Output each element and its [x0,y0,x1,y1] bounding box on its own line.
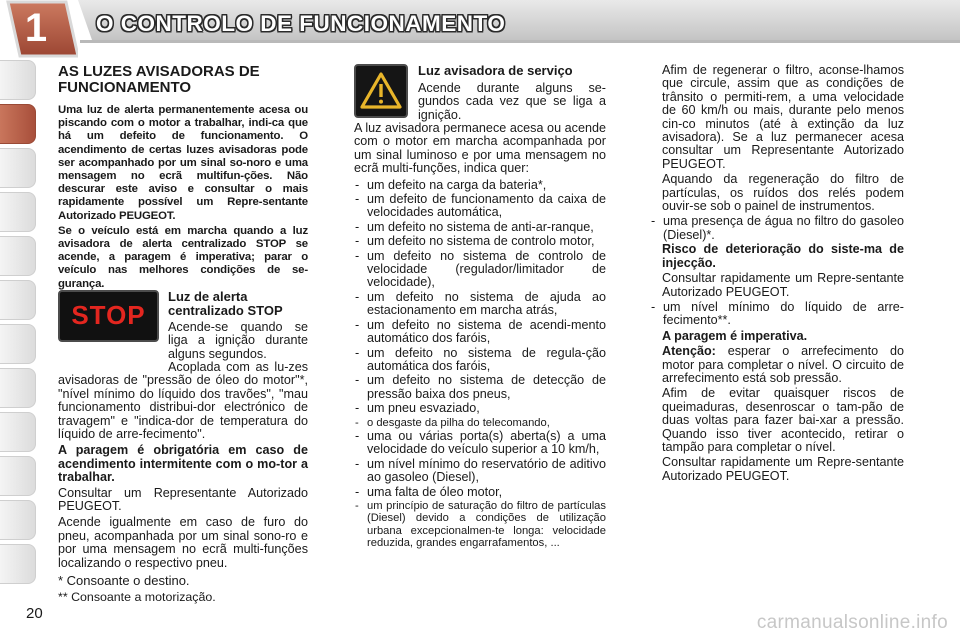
list-item: - um defeito no sistema de controlo motor, [354,235,606,248]
consult-dealer: Consultar rapidamente um Repre-sentante Autorizado PEUGEOT. [662,455,904,483]
stop-coupled-text: Acoplada com as lu-zes avisadoras de "pressão de óleo do motor"*, "nível mínimo do líquido dos travões", "mau funcionamento distribui-dor electrónico de travagem" e "indica-dor de temperatura do líquido de arre-fecimento". [58,360,308,442]
chapter-tabs [0,60,40,588]
list-item: - um defeito no sistema de acendi-mento automático dos faróis, [354,319,606,346]
header-rule [80,40,960,43]
consult-dealer: Consultar rapidamente um Repre-sentante Autorizado PEUGEOT. [662,271,904,299]
list-item: - uma falta de óleo motor, [354,486,606,499]
page-title: O CONTROLO DE FUNCIONAMENTO [96,11,506,36]
chapter-tab[interactable] [0,500,36,540]
attention-paragraph [662,345,904,385]
attention-label: Atenção: [662,344,716,359]
chapter-tab[interactable] [0,236,36,276]
chapter-tab-active[interactable] [0,104,36,144]
column-middle [354,122,606,551]
chapter-number: 1 [24,6,48,50]
chapter-tab[interactable] [0,280,36,320]
column-left [58,64,308,293]
list-item: - um defeito na carga da bateria*, [354,179,606,192]
list-item: - um defeito no sistema de anti-ar-ranque, [354,221,606,234]
warning-triangle-icon [356,66,406,116]
stop-consult: Consultar um Representante Autorizado PEUGEOT. [58,485,308,514]
fault-list [354,179,606,550]
service-description [418,64,606,124]
page-number: 20 [26,605,43,622]
list-item: - um defeito no sistema de ajuda ao estacionamento em marcha atrás, [354,291,606,318]
chapter-tab[interactable] [0,148,36,188]
stop-description [168,290,308,363]
footnote-destination: * Consoante o destino. [58,573,190,589]
section-heading: AS LUZES AVISADORAS DE FUNCIONAMENTO [58,63,260,96]
stop-text: Acende-se quando se liga a ignição durante alguns segundos. [168,320,308,361]
list-item: - um pneu esvaziado, [354,402,606,415]
intro-warning: Uma luz de alerta permanentemente acesa ou piscando com o motor a trabalhar, indi-ca que há um defeito de funcionamento. O acendimento de certas luzes avisadoras pode ser acompanhado por um sinal so-noro e uma mensagem no ecrã multifun-ções. Não descurar este aviso e consultar o mais rapidamente possível um Repre-sentante Autorizado PEUGEOT. [58,104,308,222]
service-warning-light-icon [354,64,408,118]
stop-title: Luz de alerta centralizado STOP [168,289,283,318]
stop-warning-light-icon [58,290,159,342]
chapter-tab[interactable] [0,368,36,408]
stop-tyre-text: Acende igualmente em caso de furo do pneu, acompanhada por um sinal sono-ro e por uma mensagem no ecrã multi-funções localizando o respectivo pneu. [58,515,308,570]
stop-imperative: A paragem é imperativa. [662,328,808,343]
stop-imperative: A paragem é obrigatória em caso de acendimento intermitente com o mo-tor a trabalhar. [58,443,308,485]
list-item: - um princípio de saturação do filtro de partículas (Diesel) devido a condições de utilização urbana excepcionalmen-te longa: velocidade reduzida, grandes engarrafamentos, ... [354,500,606,550]
regeneration-text: Afim de regenerar o filtro, aconse-lhamos que circule, assim que as condições de trânsito o permiti-rem, a uma velocidade de 60 km/h ou mais, durante pelo menos cin-co minutos (até à extinção da luz avisadora). Se a luz permanecer acesa consultar um Representante Autorizado PEUGEOT. [662,63,904,171]
chapter-tab[interactable] [0,192,36,232]
chapter-tab[interactable] [0,60,36,100]
service-title: Luz avisadora de serviço [418,63,573,78]
list-item: - uma ou várias porta(s) aberta(s) a uma velocidade do veículo superior a 10 km/h, [354,430,606,457]
service-paragraph: A luz avisadora permanece acesa ou acende com o motor em marcha acompanhada por um sinal luminoso e por uma mensagem no ecrã multi-funções, indica quer: [354,121,606,176]
chapter-tab[interactable] [0,544,36,584]
injection-risk: Risco de deterioração do siste-ma de injecção. [662,242,904,270]
chapter-tab[interactable] [0,412,36,452]
list-item: - um nível mínimo do líquido de arre-fecimento**. [650,301,904,328]
list-item: - um defeito no sistema de controlo de velocidade (regulador/limitador de velocidade), [354,250,606,290]
stop-label: STOP [71,300,146,330]
list-item: - o desgaste da pilha do telecomando, [354,417,606,429]
service-text: Acende durante alguns se-gundos cada vez que se liga a ignição. [418,81,606,122]
column-right [650,64,904,485]
regeneration-noise-text: Aquando da regeneração do filtro de partículas, os ruídos dos relés podem ouvir-se sob o painel de instrumentos. [662,172,904,214]
chapter-tab[interactable] [0,324,36,364]
footnote-engine: ** Consoante a motorização. [58,589,216,604]
watermark: carmanualsonline.info [756,612,948,633]
intro-stop: Se o veículo está em marcha quando a luz avisadora de alerta centralizado STOP se acende, a paragem é imperativa; parar o veículo nas melhores condições de se-gurança. [58,224,308,290]
list-item: - um defeito no sistema de regula-ção automática dos faróis, [354,347,606,374]
list-item: - um nível mínimo do reservatório de aditivo ao gasoleo (Diesel), [354,458,606,485]
attention-text: esperar o arrefecimento do motor para completar o nível. O circuito de arrefecimento está sob pressão. [662,344,904,385]
list-item: - uma presença de água no filtro do gasoleo (Diesel)*. [650,215,904,242]
chapter-badge [0,0,78,58]
burn-risk-text: Afim de evitar quaisquer riscos de queimaduras, desenroscar o tam-pão de duas voltas para fazer bai-xar a pressão. Quando isso tiver acontecido, retirar o tampão para completar o nível. [662,386,904,454]
fault-list-continued-2 [650,301,904,328]
chapter-tab[interactable] [0,456,36,496]
list-item: - um defeito de funcionamento da caixa de velocidades automática, [354,193,606,220]
fault-list-continued [650,215,904,242]
list-item: - um defeito no sistema de detecção de pressão baixa dos pneus, [354,374,606,401]
column-left-lower [58,361,308,606]
